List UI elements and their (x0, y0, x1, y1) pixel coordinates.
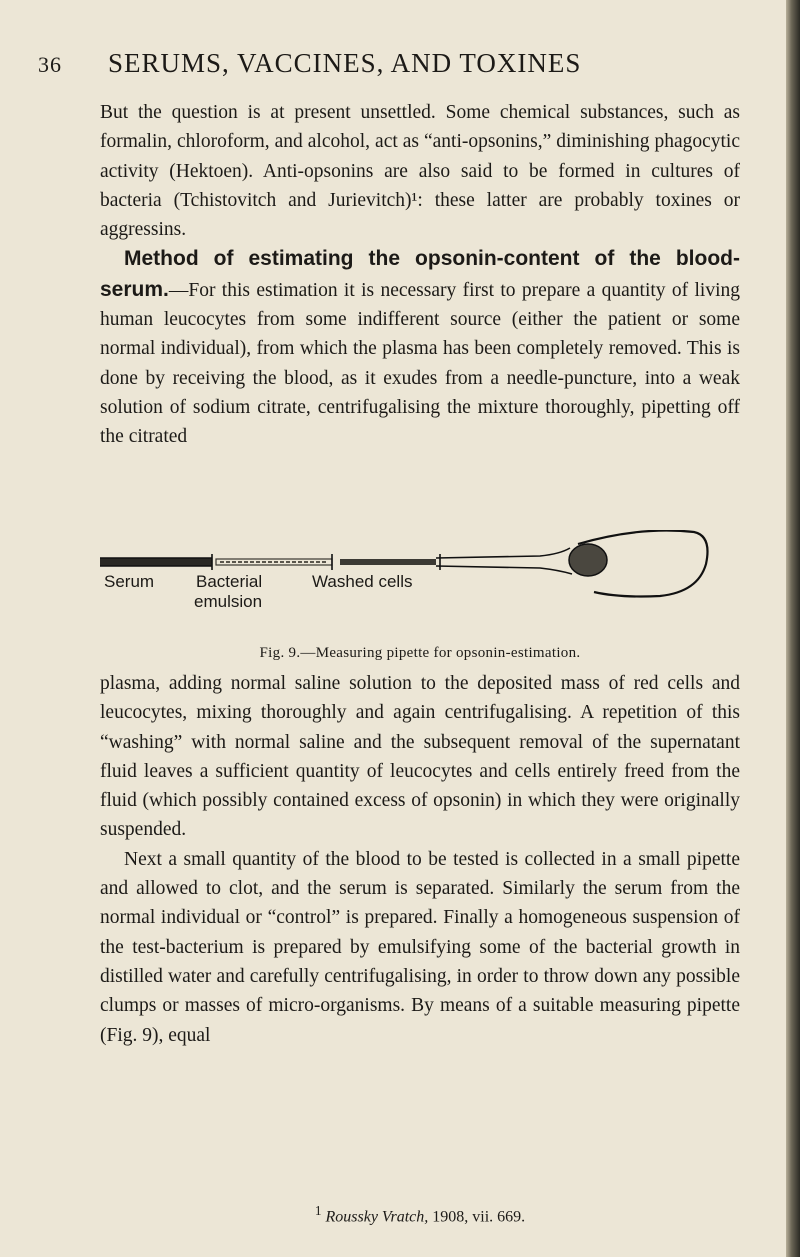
label-washed-cells: Washed cells (312, 572, 413, 591)
paragraph-anti-opsonins: But the question is at present unsettled. Some chemical substances, such as formalin, chloroform, and alcohol, act as “anti-opsonins,” diminishing phagocytic activity (Hektoen). Anti-opsonins are also said to be formed in cultures of bacteria (Tchistovitch and Jurievitch)¹: these latter are probably toxines or aggressins. (100, 102, 740, 241)
page-edge-shadow (786, 0, 800, 1257)
paragraph-method (100, 244, 740, 451)
tube-neck-bottom (436, 566, 572, 574)
figure-measuring-pipette (100, 530, 740, 640)
paragraph-serum-prep: Next a small quantity of the blood to be tested is collected in a small pipette and allowed to clot, and the serum is separated. Similarly the serum from the normal individual or “control” is prepared. Finally a homogeneous suspension of the test-bacterium is prepared by emulsifying some of the bacterial growth in distilled water and carefully centrifugalising, in order to throw down any possible clumps or masses of micro-organisms. By means of a suitable measuring pipette (Fig. 9), equal (100, 848, 740, 1046)
page-header (40, 48, 760, 88)
footnote-citation: 1908, vii. 669. (432, 1208, 526, 1226)
page-number: 36 (38, 52, 62, 77)
upper-text-block (100, 98, 740, 452)
paragraph-washing: plasma, adding normal saline solution to the deposited mass of red cells and leucocytes, mixing thoroughly and again centrifugalising. A repetition of this “washing” with normal saline and the subsequent removal of the supernatant fluid leaves a sufficient quantity of leucocytes and cells entirely freed from the fluid (which possibly contained excess of opsonin) in which they were originally suspended. (100, 673, 740, 841)
paragraph-method-body: —For this estimation it is necessary first to prepare a quantity of living human leucocytes from some indifferent source (either the patient or some normal individual), from which the plasma has been completely removed. This is done by receiving the blood, as it exudes from a needle-puncture, into a weak solution of sodium citrate, centrifugalising the mixture thoroughly, pipetting off the citrated (100, 279, 740, 448)
label-serum: Serum (104, 572, 155, 591)
footnote-source: Roussky Vratch, (325, 1208, 429, 1226)
lower-text-block (100, 669, 740, 1050)
figure-caption: Fig. 9.—Measuring pipette for opsonin-estimation. (259, 645, 581, 661)
tube-neck-top (436, 548, 570, 558)
label-emulsion: emulsion (194, 592, 263, 611)
section-heading: Method of estimating the opsonin-content of the blood-serum. (100, 247, 740, 301)
footnote-marker: 1 (314, 1203, 322, 1218)
running-title: SERUMS, VACCINES, AND TOXINES (108, 48, 582, 78)
footnote (100, 1203, 740, 1226)
teat-gathered (569, 544, 607, 576)
serum-column (100, 558, 212, 566)
label-bacterial: Bacterial (196, 572, 263, 591)
washed-cells-column (340, 559, 436, 565)
